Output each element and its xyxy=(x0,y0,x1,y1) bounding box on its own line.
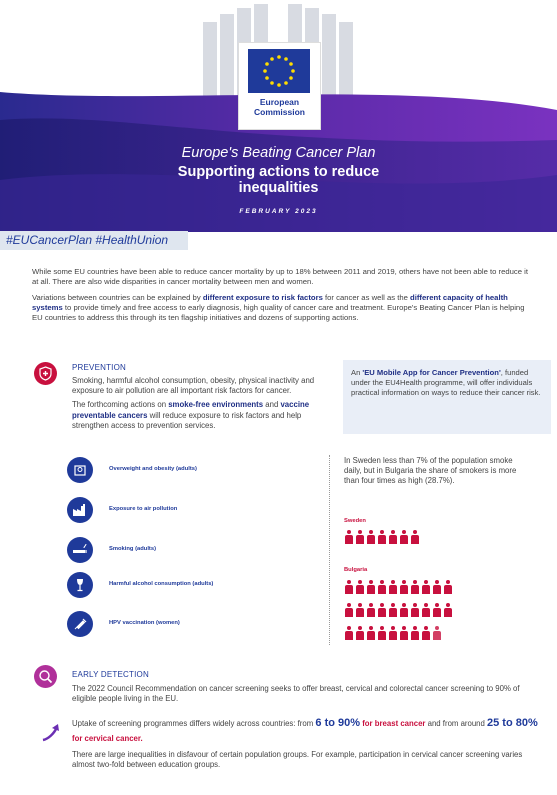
person-icon xyxy=(355,626,365,640)
person-icon xyxy=(377,603,387,617)
page-title: Europe's Beating Cancer Plan xyxy=(181,145,376,161)
eu-flag-icon xyxy=(248,49,310,93)
intro-paragraph: While some EU countries have been able to reduce cancer mortality by up to 18% between 2011 and 2019, others have not been able to reduce it at all. There are also wide disparities in cancer mortality between men and women. xyxy=(32,267,529,286)
early-detection-text xyxy=(72,684,544,771)
bulgaria-pictogram-row xyxy=(344,603,454,617)
prevention-title: PREVENTION xyxy=(72,363,127,372)
person-icon xyxy=(344,603,354,617)
person-icon xyxy=(421,603,431,617)
prevention-text xyxy=(72,376,334,435)
intro-text xyxy=(32,267,528,329)
bulgaria-label: Bulgaria xyxy=(344,567,368,573)
person-icon xyxy=(344,530,354,544)
person-icon xyxy=(355,530,365,544)
wine-glass-icon xyxy=(67,572,93,598)
bulgaria-pictogram-row xyxy=(344,626,443,640)
syringe-icon xyxy=(67,611,93,637)
person-icon xyxy=(388,603,398,617)
callout-text: An 'EU Mobile App for Cancer Prevention', funded under the EU4Health programme, will offer individuals practical information on ways to reduce their cancer risk. xyxy=(351,368,541,397)
person-icon xyxy=(410,603,420,617)
person-icon xyxy=(410,626,420,640)
person-icon xyxy=(443,603,453,617)
risk-factor-label: HPV vaccination (women) xyxy=(109,620,180,626)
person-icon xyxy=(344,580,354,594)
cigarette-icon xyxy=(67,537,93,563)
person-icon xyxy=(443,580,453,594)
person-icon xyxy=(399,603,409,617)
person-icon xyxy=(366,626,376,640)
person-icon xyxy=(410,530,420,544)
mobile-app-callout xyxy=(343,360,551,434)
person-icon xyxy=(388,626,398,640)
person-icon xyxy=(388,580,398,594)
person-icon xyxy=(432,626,442,640)
person-icon xyxy=(432,580,442,594)
person-icon xyxy=(366,603,376,617)
person-icon xyxy=(377,530,387,544)
arrow-up-icon xyxy=(40,720,64,744)
person-icon xyxy=(366,530,376,544)
person-icon xyxy=(377,626,387,640)
factory-icon xyxy=(67,497,93,523)
early-detection-paragraph: Uptake of screening programmes differs widely across countries: from 6 to 90% for breast cancer and from around 25 to 80% for cervical cancer. xyxy=(72,716,538,743)
person-icon xyxy=(421,580,431,594)
sweden-pictogram xyxy=(344,530,421,544)
person-icon xyxy=(399,530,409,544)
shield-cross-icon xyxy=(34,362,57,385)
person-icon xyxy=(366,580,376,594)
hashtag-banner: #EUCancerPlan #HealthUnion xyxy=(0,231,188,250)
european-commission-logo xyxy=(238,42,321,130)
header-banner xyxy=(0,0,557,232)
person-icon xyxy=(421,626,431,640)
prevention-paragraph: Smoking, harmful alcohol consumption, obesity, physical inactivity and exposure to air pollution are all important risk factors for cancer. xyxy=(72,376,315,396)
risk-factor-label: Smoking (adults) xyxy=(109,546,157,552)
risk-factor-label: Exposure to air pollution xyxy=(109,506,178,512)
person-icon xyxy=(388,530,398,544)
early-detection-title: EARLY DETECTION xyxy=(72,670,149,679)
early-detection-paragraph: There are large inequalities in disfavour of certain population groups. For example, participation in cervical cancer screening varies almost two-fold between education groups. xyxy=(72,749,523,770)
org-name: European Commission xyxy=(253,97,305,117)
sweden-label: Sweden xyxy=(344,518,366,524)
prevention-paragraph: The forthcoming actions on smoke-free environments and vaccine preventable cancers will reduce exposure to risk factors and help strengthen access to prevention services. xyxy=(72,400,310,430)
person-icon xyxy=(399,626,409,640)
risk-factor-label: Overweight and obesity (adults) xyxy=(109,466,197,472)
risk-factor-label: Harmful alcohol consumption (adults) xyxy=(109,581,214,587)
bulgaria-pictogram-row xyxy=(344,580,454,594)
intro-paragraph: Variations between countries can be explained by different exposure to risk factors for cancer as well as the different capacity of health systems to provide timely and free access to early diagnosis, high quality of cancer care and treatment. Europe's Beating Cancer Plan is helping EU countries to address this through its ten flagship initiatives and dozens of supporting actions. xyxy=(32,293,525,322)
scale-icon xyxy=(67,457,93,483)
person-icon xyxy=(432,603,442,617)
person-icon xyxy=(355,580,365,594)
column-divider xyxy=(329,455,330,645)
person-icon xyxy=(410,580,420,594)
publication-date: FEBRUARY 2023 xyxy=(239,208,318,215)
person-icon xyxy=(344,626,354,640)
early-detection-paragraph: The 2022 Council Recommendation on cancer screening seeks to offer breast, cervical and colorectal cancer screening to 90% of eligible people living in the EU. xyxy=(72,684,520,704)
person-icon xyxy=(377,580,387,594)
person-icon xyxy=(399,580,409,594)
smoking-stat-text: In Sweden less than 7% of the population smoke daily, but in Bulgaria the share of smokers is more than four times as high (28.7%). xyxy=(344,456,517,485)
magnifier-icon xyxy=(34,665,57,688)
page-subtitle: Supporting actions to reduce inequalities xyxy=(177,164,380,196)
person-icon xyxy=(355,603,365,617)
